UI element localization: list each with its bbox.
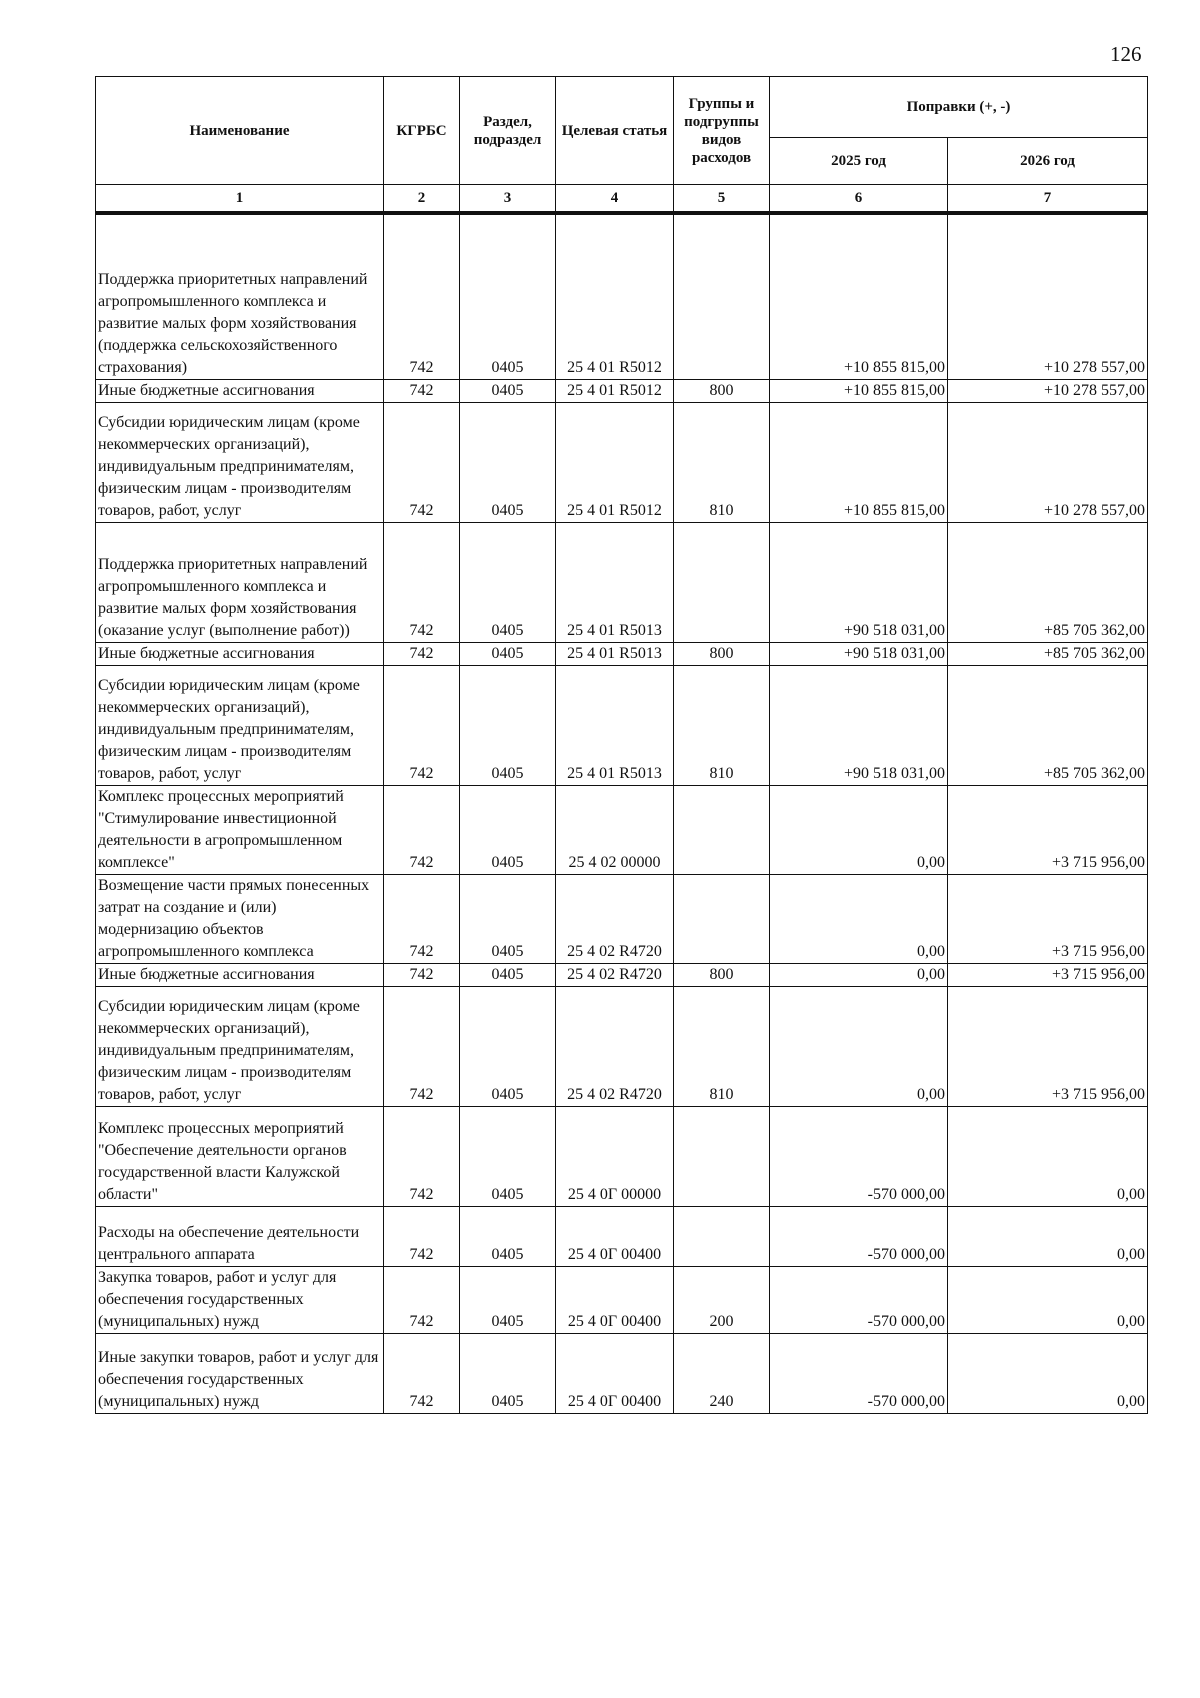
cell-name: Поддержка приоритетных направлений агропромышленного комплекса и развитие малых форм хозяйствования (поддержка сельскохозяйственного страхования) (96, 213, 384, 379)
column-number: 2 (384, 185, 460, 214)
cell-section: 0405 (460, 379, 556, 402)
column-number: 3 (460, 185, 556, 214)
header-target: Целевая статья (556, 77, 674, 185)
cell-amount-2025: -570 000,00 (770, 1206, 948, 1266)
cell-amount-2026: +3 715 956,00 (948, 963, 1148, 986)
table-row (96, 213, 1148, 379)
cell-amount-2025: 0,00 (770, 874, 948, 963)
cell-section: 0405 (460, 963, 556, 986)
cell-section: 0405 (460, 785, 556, 874)
table-body (96, 213, 1148, 1413)
cell-kgrbs: 742 (384, 665, 460, 785)
cell-name: Иные закупки товаров, работ и услуг для обеспечения государственных (муниципальных) нужд (96, 1333, 384, 1413)
cell-group (674, 213, 770, 379)
cell-target: 25 4 0Г 00400 (556, 1333, 674, 1413)
cell-name: Комплекс процессных мероприятий "Стимулирование инвестиционной деятельности в агропромышленном комплексе" (96, 785, 384, 874)
cell-amount-2026: 0,00 (948, 1206, 1148, 1266)
cell-amount-2025: 0,00 (770, 785, 948, 874)
cell-group (674, 785, 770, 874)
cell-amount-2026: +3 715 956,00 (948, 986, 1148, 1106)
cell-target: 25 4 02 R4720 (556, 874, 674, 963)
cell-amount-2026: 0,00 (948, 1266, 1148, 1333)
cell-amount-2025: -570 000,00 (770, 1333, 948, 1413)
column-number: 4 (556, 185, 674, 214)
header-name: Наименование (96, 77, 384, 185)
cell-group: 200 (674, 1266, 770, 1333)
cell-target: 25 4 01 R5013 (556, 665, 674, 785)
column-number: 5 (674, 185, 770, 214)
cell-section: 0405 (460, 1333, 556, 1413)
cell-target: 25 4 01 R5012 (556, 402, 674, 522)
table-row (96, 874, 1148, 963)
cell-group: 810 (674, 665, 770, 785)
cell-group (674, 522, 770, 642)
table-row (96, 1106, 1148, 1206)
cell-section: 0405 (460, 642, 556, 665)
cell-amount-2025: 0,00 (770, 963, 948, 986)
cell-kgrbs: 742 (384, 213, 460, 379)
cell-group: 810 (674, 986, 770, 1106)
cell-target: 25 4 02 R4720 (556, 963, 674, 986)
cell-kgrbs: 742 (384, 1106, 460, 1206)
table-row (96, 785, 1148, 874)
cell-section: 0405 (460, 874, 556, 963)
page-number: 126 (1110, 42, 1142, 66)
cell-amount-2026: +85 705 362,00 (948, 642, 1148, 665)
cell-name: Иные бюджетные ассигнования (96, 963, 384, 986)
cell-name: Расходы на обеспечение деятельности центрального аппарата (96, 1206, 384, 1266)
cell-group: 800 (674, 642, 770, 665)
cell-target: 25 4 01 R5012 (556, 379, 674, 402)
column-number: 7 (948, 185, 1148, 214)
cell-group: 800 (674, 963, 770, 986)
cell-amount-2025: +10 855 815,00 (770, 402, 948, 522)
cell-name: Субсидии юридическим лицам (кроме некоммерческих организаций), индивидуальным предпринимателям, физическим лицам - производителям товаров, работ, услуг (96, 986, 384, 1106)
cell-section: 0405 (460, 213, 556, 379)
cell-amount-2026: +10 278 557,00 (948, 379, 1148, 402)
cell-section: 0405 (460, 1266, 556, 1333)
cell-kgrbs: 742 (384, 874, 460, 963)
header-section: Раздел, подраздел (460, 77, 556, 185)
cell-amount-2026: +3 715 956,00 (948, 785, 1148, 874)
header-amendments: Поправки (+, -) (770, 77, 1148, 138)
budget-amendments-table (95, 76, 1148, 1414)
table-row (96, 665, 1148, 785)
cell-amount-2025: +90 518 031,00 (770, 642, 948, 665)
table-row (96, 963, 1148, 986)
cell-target: 25 4 02 R4720 (556, 986, 674, 1106)
cell-name: Закупка товаров, работ и услуг для обеспечения государственных (муниципальных) нужд (96, 1266, 384, 1333)
table-row (96, 1266, 1148, 1333)
cell-kgrbs: 742 (384, 785, 460, 874)
cell-amount-2026: +10 278 557,00 (948, 213, 1148, 379)
cell-section: 0405 (460, 986, 556, 1106)
cell-kgrbs: 742 (384, 379, 460, 402)
header-group: Группы и подгруппы видов расходов (674, 77, 770, 185)
cell-amount-2025: +10 855 815,00 (770, 379, 948, 402)
cell-target: 25 4 01 R5012 (556, 213, 674, 379)
cell-group (674, 874, 770, 963)
cell-target: 25 4 0Г 00400 (556, 1266, 674, 1333)
cell-kgrbs: 742 (384, 1333, 460, 1413)
cell-target: 25 4 01 R5013 (556, 522, 674, 642)
cell-amount-2025: -570 000,00 (770, 1106, 948, 1206)
cell-amount-2025: -570 000,00 (770, 1266, 948, 1333)
cell-amount-2026: +3 715 956,00 (948, 874, 1148, 963)
cell-kgrbs: 742 (384, 642, 460, 665)
cell-kgrbs: 742 (384, 402, 460, 522)
table-row (96, 986, 1148, 1106)
cell-amount-2026: 0,00 (948, 1106, 1148, 1206)
cell-section: 0405 (460, 1106, 556, 1206)
cell-section: 0405 (460, 1206, 556, 1266)
cell-kgrbs: 742 (384, 986, 460, 1106)
cell-name: Поддержка приоритетных направлений агропромышленного комплекса и развитие малых форм хозяйствования (оказание услуг (выполнение работ)) (96, 522, 384, 642)
cell-group: 810 (674, 402, 770, 522)
header-year-2025: 2025 год (770, 138, 948, 185)
table-row (96, 402, 1148, 522)
cell-amount-2026: +85 705 362,00 (948, 522, 1148, 642)
cell-amount-2025: +90 518 031,00 (770, 665, 948, 785)
table-row (96, 1333, 1148, 1413)
cell-amount-2026: 0,00 (948, 1333, 1148, 1413)
cell-target: 25 4 01 R5013 (556, 642, 674, 665)
cell-group: 240 (674, 1333, 770, 1413)
cell-group (674, 1206, 770, 1266)
cell-kgrbs: 742 (384, 963, 460, 986)
cell-name: Комплекс процессных мероприятий "Обеспечение деятельности органов государственной власти Калужской области" (96, 1106, 384, 1206)
header-year-2026: 2026 год (948, 138, 1148, 185)
cell-section: 0405 (460, 522, 556, 642)
cell-amount-2025: +10 855 815,00 (770, 213, 948, 379)
cell-kgrbs: 742 (384, 522, 460, 642)
cell-kgrbs: 742 (384, 1266, 460, 1333)
cell-name: Иные бюджетные ассигнования (96, 379, 384, 402)
cell-name: Иные бюджетные ассигнования (96, 642, 384, 665)
cell-group: 800 (674, 379, 770, 402)
cell-name: Возмещение части прямых понесенных затрат на создание и (или) модернизацию объектов агропромышленного комплекса (96, 874, 384, 963)
cell-amount-2026: +10 278 557,00 (948, 402, 1148, 522)
cell-name: Субсидии юридическим лицам (кроме некоммерческих организаций), индивидуальным предпринимателям, физическим лицам - производителям товаров, работ, услуг (96, 665, 384, 785)
cell-amount-2025: +90 518 031,00 (770, 522, 948, 642)
cell-section: 0405 (460, 665, 556, 785)
column-number: 1 (96, 185, 384, 214)
cell-target: 25 4 0Г 00000 (556, 1106, 674, 1206)
table-row (96, 1206, 1148, 1266)
table-row (96, 379, 1148, 402)
cell-section: 0405 (460, 402, 556, 522)
header-kgrbs: КГРБС (384, 77, 460, 185)
cell-target: 25 4 0Г 00400 (556, 1206, 674, 1266)
cell-amount-2026: +85 705 362,00 (948, 665, 1148, 785)
column-number: 6 (770, 185, 948, 214)
cell-target: 25 4 02 00000 (556, 785, 674, 874)
table-row (96, 522, 1148, 642)
cell-amount-2025: 0,00 (770, 986, 948, 1106)
cell-kgrbs: 742 (384, 1206, 460, 1266)
cell-name: Субсидии юридическим лицам (кроме некоммерческих организаций), индивидуальным предпринимателям, физическим лицам - производителям товаров, работ, услуг (96, 402, 384, 522)
table-row (96, 642, 1148, 665)
cell-group (674, 1106, 770, 1206)
